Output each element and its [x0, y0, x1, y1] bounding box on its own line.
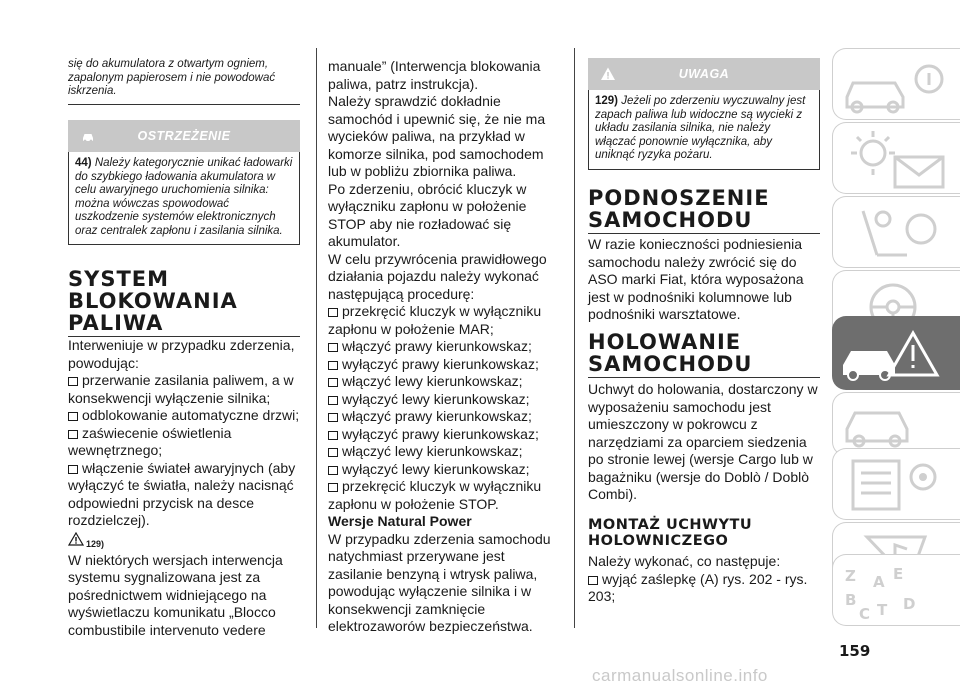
- list-item: [328, 356, 560, 374]
- tab-index[interactable]: [832, 554, 960, 626]
- list-item: [328, 443, 560, 461]
- list-item-text: włączyć lewy kierunkowskaz;: [342, 373, 523, 389]
- bullet-icon: [328, 466, 338, 475]
- heading-line: SYSTEM: [68, 267, 170, 291]
- alphabet-index-icon: [833, 555, 960, 625]
- reference-number: 129): [86, 538, 105, 549]
- paragraph: Uchwyt do holowania, dostarczony w wyposażeniu samochodu jest umieszczony w pokrowcu z narzędziami za oparciem siedzenia po stronie lewej (wersje Cargo lub w bagażniku (wersje do Doblò / Doblò Combi).: [588, 381, 818, 502]
- section-heading-mount: [588, 517, 820, 549]
- section-heading-lift: [588, 187, 820, 234]
- list-item: [68, 372, 300, 407]
- warning-text: Jeżeli po zderzeniu wyczuwalny jest zapach paliwa lub widoczne są wycieki z układu zasilania silnika, nie należy włączać ponownie wyłącznika, aby uniknąć ryzyka pożaru.: [595, 95, 806, 161]
- section-heading-system: [68, 268, 300, 337]
- watermark: carmanualsonline.info: [592, 666, 768, 685]
- subheading: Wersje Natural Power: [328, 513, 472, 529]
- heading-line: HOLOWNICZEGO: [588, 533, 729, 549]
- heading-line: HOLOWANIE: [588, 330, 742, 354]
- index-letter: Z: [845, 567, 856, 585]
- bullet-icon: [328, 378, 338, 387]
- intro-text: Należy wykonać, co następuje:: [588, 553, 781, 569]
- list-item-text: przekręcić kluczyk w wyłączniku zapłonu w położenie MAR;: [328, 303, 542, 337]
- column-2: [328, 58, 560, 636]
- warning-title: OSTRZEŻENIE: [137, 129, 231, 143]
- list-item-text: wyłączyć lewy kierunkowskaz;: [342, 460, 530, 477]
- bullet-icon: [68, 465, 78, 474]
- warning-number: 129): [595, 95, 619, 107]
- column-divider: [574, 48, 575, 628]
- sun-mail-icon: [833, 123, 960, 193]
- warning-header: [588, 58, 820, 90]
- heading-line: PODNOSZENIE: [588, 186, 770, 210]
- bullet-icon: [328, 308, 338, 317]
- warning-text: Należy kategorycznie unikać ładowarki do szybkiego ładowania akumulatora w celu awaryjnego uruchomienia silnika: można wówczas spowodować uszkodzenie systemów elektronicznych oraz centralek zapłonu i zasilania silnika.: [75, 157, 293, 237]
- bullet-icon: [68, 412, 78, 421]
- bullet-icon: [328, 413, 338, 422]
- list-item-text: włączenie świateł awaryjnych (aby wyłączyć te światła, należy nacisnąć odpowiedni przycisk na desce rozdzielczej).: [68, 459, 296, 528]
- paragraph: Po zderzeniu, obrócić kluczyk w wyłączniku zapłonu w położenie STOP aby nie rozładować się akumulator.: [328, 180, 527, 249]
- list-item: [328, 478, 560, 513]
- index-letter: D: [903, 595, 916, 613]
- section-body: [68, 337, 300, 639]
- index-letter: C: [859, 605, 871, 623]
- bullet-icon: [328, 448, 338, 457]
- paragraph: manuale” (Interwencja blokowania paliwa, patrz instrukcja).: [328, 58, 541, 92]
- warning-header: [68, 120, 300, 152]
- list-item: [68, 425, 300, 460]
- index-letter: A: [873, 573, 885, 591]
- list-item-text: włączyć prawy kierunkowskaz;: [342, 408, 532, 424]
- paragraph: W celu przywrócenia prawidłowego działania pojazdu należy wykonać następującą procedurę:: [328, 250, 547, 302]
- index-letter: E: [893, 565, 904, 583]
- reference-marker: [68, 530, 300, 552]
- bullet-icon: [68, 430, 78, 439]
- warning-uwaga: [588, 58, 820, 170]
- seat-airbag-icon: [833, 197, 960, 267]
- list-item: [328, 461, 560, 479]
- heading-line: PALIWA: [68, 312, 300, 337]
- heading-line: MONTAŻ UCHWYTU: [588, 517, 753, 533]
- list-item-text: włączyć prawy kierunkowskaz;: [342, 338, 532, 354]
- list-item: [328, 408, 560, 426]
- page-number: 159: [839, 642, 871, 660]
- warning-body: [68, 152, 300, 245]
- top-note-rule: [68, 104, 300, 105]
- bullet-icon: [328, 483, 338, 492]
- list-item: [328, 426, 560, 444]
- list-item: [328, 303, 560, 338]
- list-item-text: przerwanie zasilania paliwem, a w konsekwencji wyłączenie silnika;: [68, 372, 294, 406]
- index-letter: T: [877, 601, 888, 619]
- tab-safety-lights[interactable]: [832, 122, 960, 194]
- list-item: [328, 391, 560, 409]
- list-item: [328, 373, 560, 391]
- tab-maintenance[interactable]: [832, 392, 960, 456]
- car-service-icon: [833, 393, 960, 455]
- tab-technical-data[interactable]: [832, 448, 960, 520]
- list-gear-icon: [833, 449, 960, 519]
- bullet-icon: [328, 396, 338, 405]
- bullet-icon: [68, 377, 78, 386]
- paragraph: Należy sprawdzić dokładnie samochód i upewnić się, że nie ma wycieków paliwa, na przykład w komorze silnika, pod samochodem lub w pobliżu zbiornika paliwa.: [328, 93, 546, 179]
- list-item: [68, 407, 300, 425]
- paragraph: W niektórych wersjach interwencja systemu sygnalizowana jest za pośrednictwem widniejącego na wyświetlaczu komunikatu „Blocco combustibile intervenuto vedere: [68, 551, 283, 638]
- warning-body: [588, 90, 820, 170]
- paragraph: W razie konieczności podniesienia samochodu należy zwrócić się do ASO marki Fiat, która wyposażona jest w podnośniki kolumnowe lub podnośniki warsztatowe.: [588, 236, 804, 322]
- car-emergency-icon: [833, 317, 960, 389]
- list-item-text: wyjąć zaślepkę (A) rys. 202 - rys. 203;: [588, 570, 808, 604]
- heading-line: BLOKOWANIA: [68, 289, 238, 313]
- list-item-text: wyłączyć prawy kierunkowskaz;: [342, 355, 539, 372]
- heading-line: SAMOCHODU: [588, 353, 820, 378]
- warning-title: UWAGA: [678, 67, 730, 81]
- warning-ostrzezenie: [68, 120, 300, 245]
- bullet-icon: [328, 343, 338, 352]
- list-item-text: wyłączyć prawy kierunkowskaz;: [342, 425, 539, 442]
- list-item-text: włączyć lewy kierunkowskaz;: [342, 443, 523, 459]
- top-note: się do akumulatora z otwartym ogniem, zapalonym papierosem i nie powodować iskrzenia.: [68, 58, 276, 97]
- intro-text: Interweniuje w przypadku zderzenia, powodując:: [68, 337, 295, 371]
- list-item: [328, 338, 560, 356]
- tab-dashboard[interactable]: [832, 48, 960, 120]
- list-item-text: wyłączyć lewy kierunkowskaz;: [342, 390, 530, 407]
- warning-number: 44): [75, 157, 92, 169]
- list-item-text: przekręcić kluczyk w wyłączniku zapłonu w położenie STOP.: [328, 478, 542, 512]
- column-divider: [316, 48, 317, 628]
- tab-safety[interactable]: [832, 196, 960, 268]
- list-item: [68, 460, 300, 530]
- bullet-icon: [328, 361, 338, 370]
- paragraph: W przypadku zderzenia samochodu natychmiast przerywane jest zasilanie benzyną i wtrysk paliwa, powodując wyłączenie silnika i w konsekwencji zamknięcie elektrozaworów bezpieczeństwa.: [328, 530, 551, 634]
- bullet-icon: [588, 576, 598, 585]
- mount-section: [588, 553, 820, 606]
- tab-emergency[interactable]: [832, 316, 960, 390]
- warning-triangle-icon: [68, 532, 84, 546]
- section-heading-tow: [588, 331, 820, 378]
- bullet-icon: [328, 431, 338, 440]
- list-item-text: odblokowanie automatyczne drzwi;: [82, 407, 300, 423]
- list-item-text: zaświecenie oświetlenia wewnętrznego;: [68, 424, 232, 458]
- car-info-icon: [833, 49, 960, 119]
- index-letter: B: [845, 591, 857, 609]
- list-item: [588, 571, 820, 606]
- heading-line: SAMOCHODU: [588, 209, 820, 234]
